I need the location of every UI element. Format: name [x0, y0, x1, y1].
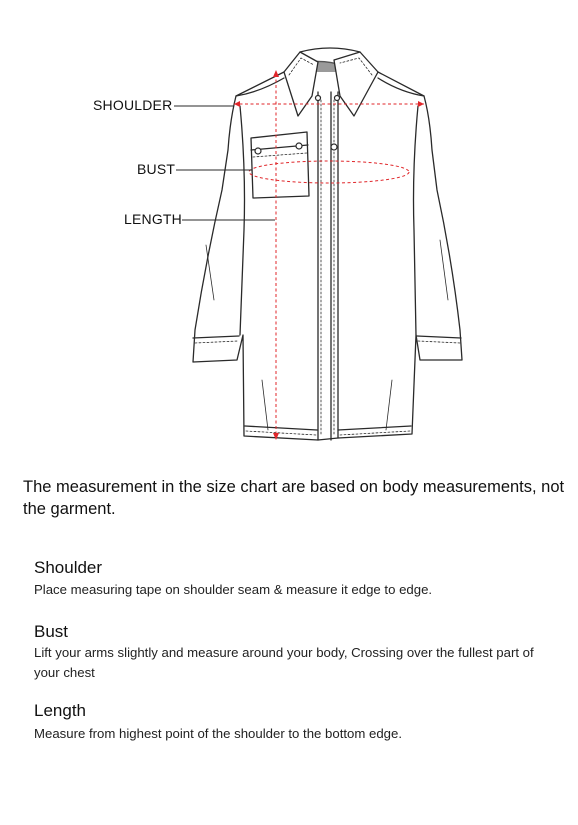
- section-desc-bust: Lift your arms slightly and measure around your body, Crossing over the fullest part of your chest: [34, 645, 534, 680]
- shirt-body: [193, 72, 462, 440]
- section-title-bust: Bust: [34, 622, 69, 641]
- chest-pocket: [251, 132, 309, 198]
- section-desc-shoulder: Place measuring tape on shoulder seam & measure it edge to edge.: [34, 582, 433, 597]
- intro-text: The measurement in the size chart are based on body measurements, not the garment.: [23, 478, 565, 518]
- section-desc-length: Measure from highest point of the shoulder to the bottom edge.: [34, 726, 403, 741]
- pocket-button-icon: [255, 148, 261, 154]
- bust-label: BUST: [137, 161, 176, 177]
- length-label: LENGTH: [124, 211, 182, 227]
- section-title-shoulder: Shoulder: [34, 558, 103, 577]
- placket-button-icon: [331, 144, 337, 150]
- section-title-length: Length: [34, 701, 86, 720]
- shoulder-label: SHOULDER: [93, 97, 173, 113]
